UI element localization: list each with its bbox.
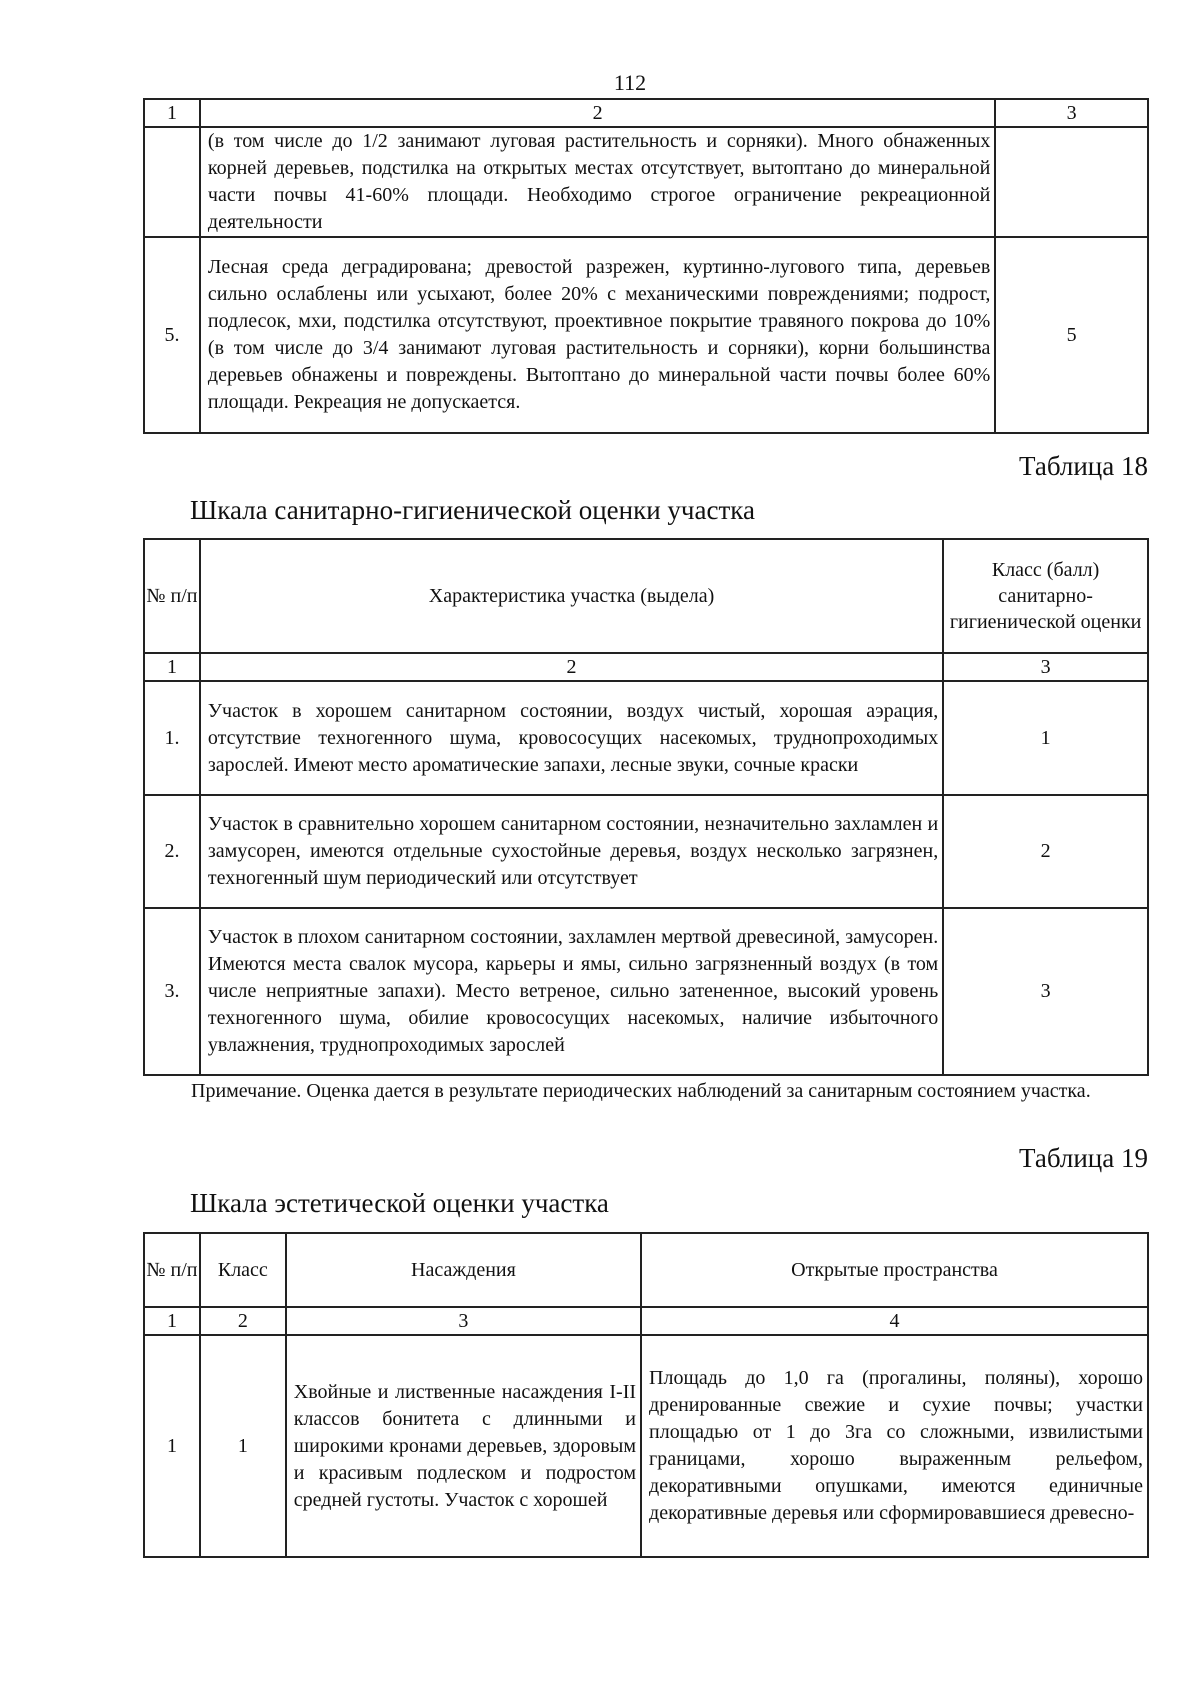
- table-column-numbers: [144, 99, 1148, 127]
- table-row: [144, 237, 1148, 433]
- table-cell: [144, 127, 200, 237]
- table18-label: Таблица 18: [1019, 451, 1148, 481]
- table-row: [144, 795, 1148, 908]
- table-cell: 1: [144, 1335, 200, 1557]
- table-cell: Участок в сравнительно хорошем санитарном состоянии, незначительно захламлен и замусорен, имеются отдельные сухостойные деревья, воздух несколько загрязнен, техногенный шум периодический или отсутствует: [200, 795, 943, 908]
- table-cell: 1: [943, 681, 1148, 795]
- table-cell: 1: [144, 99, 200, 127]
- table-row: [144, 127, 1148, 237]
- table-row: [144, 908, 1148, 1075]
- table-cell: 5.: [144, 237, 200, 433]
- table-cell: 1: [144, 653, 200, 681]
- continued-table: [143, 98, 1149, 434]
- table19-label: Таблица 19: [1019, 1143, 1148, 1173]
- table-row: [144, 681, 1148, 795]
- table-header-row: [144, 539, 1148, 653]
- table-column-numbers: [144, 1307, 1148, 1335]
- table-cell: 4: [641, 1307, 1148, 1335]
- table-header-cell: № п/п: [144, 539, 200, 653]
- table-cell: 1: [144, 1307, 200, 1335]
- table18-note: [116, 1078, 1146, 1105]
- table-cell: 3: [943, 653, 1148, 681]
- table-cell: 2.: [144, 795, 200, 908]
- table-cell: Лесная среда деградирована; древостой разрежен, куртинно-лугового типа, деревьев сильно ослаблены или усыхают, более 20% с механическими повреждениями; подрост, подлесок, мхи, подстилка отсутствуют, проективное покрытие травяного покрова до 10% (в том числе до 3/4 занимают луговая растительность и сорняки), корни большинства деревьев обнажены и повреждены. Вытоптано до минеральной части почвы более 60% площади. Рекреация не допускается.: [200, 237, 995, 433]
- table-cell: 3: [286, 1307, 641, 1335]
- table19: [143, 1232, 1149, 1558]
- table-row: [144, 1335, 1148, 1557]
- table-cell: Участок в плохом санитарном состоянии, захламлен мертвой древесиной, замусорен. Имеются места свалок мусора, карьеры и ямы, сильно загрязненный воздух (в том числе неприятные запахи). Место ветреное, сильно затененное, высокий уровень техногенного шума, обилие кровососущих насекомых, наличие избыточного увлажнения, труднопроходимых зарослей: [200, 908, 943, 1075]
- table-cell: 2: [200, 1307, 286, 1335]
- table-cell: [995, 127, 1148, 237]
- table-header-cell: Открытые пространства: [641, 1233, 1148, 1307]
- table-cell: 1.: [144, 681, 200, 795]
- table-header-cell: Класс: [200, 1233, 286, 1307]
- page-number: 112: [613, 70, 647, 95]
- table-cell: Хвойные и лиственные насаждения I-II классов бонитета с длинными и широкими кронами деревьев, здоровым и красивым подлеском и подростом средней густоты. Участок с хорошей: [286, 1335, 641, 1557]
- table-cell: 3: [943, 908, 1148, 1075]
- table-cell: 2: [200, 99, 995, 127]
- table-header-cell: Насаждения: [286, 1233, 641, 1307]
- table-column-numbers: [144, 653, 1148, 681]
- table18-title: Шкала санитарно-гигиенической оценки участка: [190, 495, 755, 525]
- table-cell: Площадь до 1,0 га (прогалины, поляны), хорошо дренированные свежие и сухие почвы; участки площадью от 1 до 3га со сложными, извилистыми границами, хорошо выраженным рельефом, декоративными опушками, имеются единичные декоративные деревья или сформировавшиеся древесно-: [641, 1335, 1148, 1557]
- table-header-row: [144, 1233, 1148, 1307]
- table-cell: 2: [943, 795, 1148, 908]
- table-cell: 1: [200, 1335, 286, 1557]
- table18: [143, 538, 1149, 1076]
- table-cell: 5: [995, 237, 1148, 433]
- note-text: Примечание. Оценка дается в результате периодических наблюдений за санитарным состоянием участка.: [191, 1080, 1091, 1102]
- table-cell: (в том числе до 1/2 занимают луговая растительность и сорняки). Много обнаженных корней деревьев, подстилка на открытых местах отсутствует, вытоптано до минеральной части почвы 41-60% площади. Необходимо строгое ограничение рекреационной деятельности: [200, 127, 995, 237]
- table19-title: Шкала эстетической оценки участка: [190, 1188, 609, 1218]
- table-header-cell: № п/п: [144, 1233, 200, 1307]
- table-cell: 3.: [144, 908, 200, 1075]
- table-header-cell: Характеристика участка (выдела): [200, 539, 943, 653]
- table-cell: 2: [200, 653, 943, 681]
- table-header-cell: Класс (балл) санитарно-гигиенической оценки: [943, 539, 1148, 653]
- table-cell: Участок в хорошем санитарном состоянии, воздух чистый, хорошая аэрация, отсутствие техногенного шума, кровососущих насекомых, труднопроходимых зарослей. Имеют место ароматические запахи, лесные звуки, сочные краски: [200, 681, 943, 795]
- table-cell: 3: [995, 99, 1148, 127]
